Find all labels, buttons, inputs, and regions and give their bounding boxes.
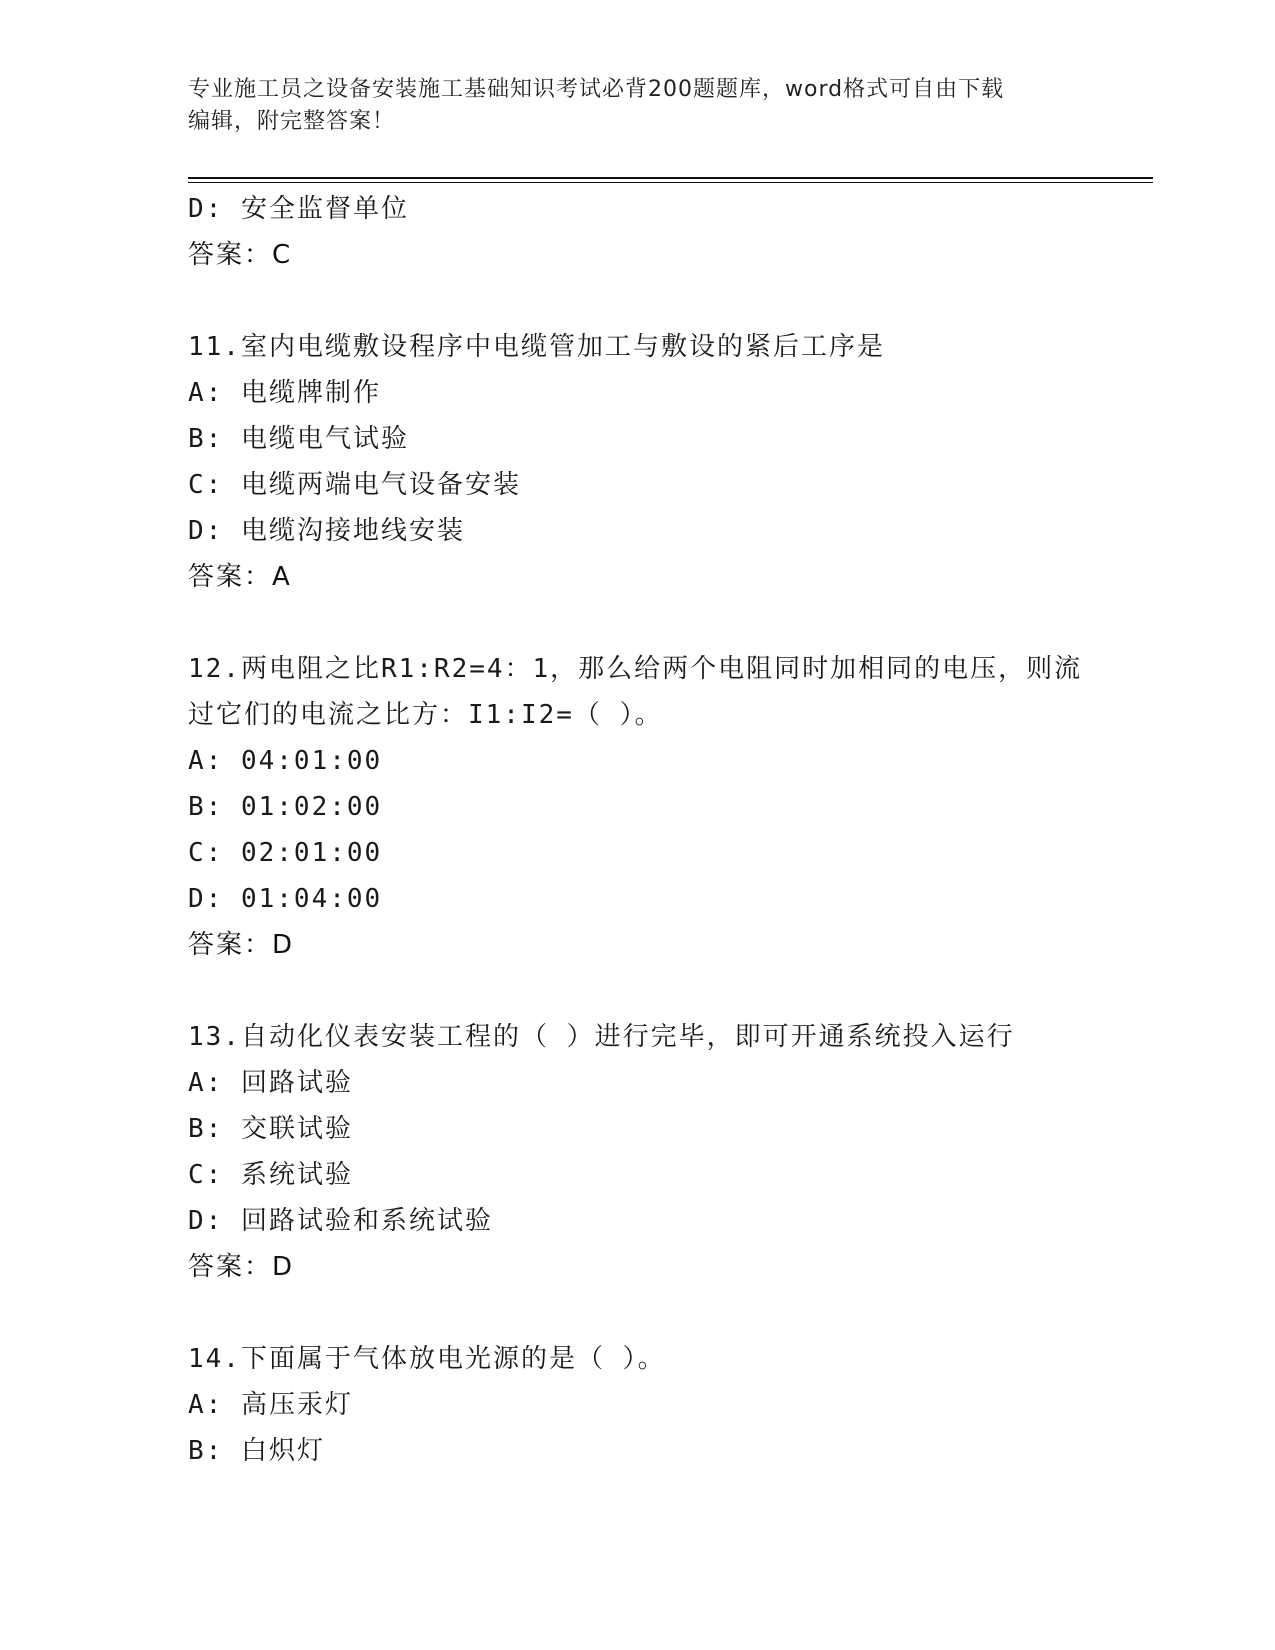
page-header xyxy=(188,74,1088,138)
question-stem: 13.自动化仪表安装工程的（ ）进行完毕，即可开通系统投入运行 xyxy=(188,1022,1015,1052)
question-13 xyxy=(188,1014,1088,1290)
header-divider-thin xyxy=(188,182,1153,183)
option-c: C: 02:01:00 xyxy=(188,838,383,868)
option-d: D: 回路试验和系统试验 xyxy=(188,1206,493,1236)
answer-line: 答案：A xyxy=(188,562,292,592)
answer-line: 答案：D xyxy=(188,930,295,960)
question-stem: 11.室内电缆敷设程序中电缆管加工与敷设的紧后工序是 xyxy=(188,332,885,362)
question-stem-line-1: 12.两电阻之比R1:R2=4：1，那么给两个电阻同时加相同的电压，则流 xyxy=(188,654,1083,684)
option-b: B: 01:02:00 xyxy=(188,792,383,822)
option-a: A: 回路试验 xyxy=(188,1068,353,1098)
question-stem: 14.下面属于气体放电光源的是（ ）。 xyxy=(188,1344,666,1374)
option-d: D: 01:04:00 xyxy=(188,884,383,914)
option-a: A: 电缆牌制作 xyxy=(188,378,381,408)
option-b: B: 白炽灯 xyxy=(188,1436,325,1466)
question-11 xyxy=(188,324,1088,600)
option-b: B: 电缆电气试验 xyxy=(188,424,409,454)
header-divider-thick xyxy=(188,177,1153,179)
option-a: A: 高压汞灯 xyxy=(188,1390,353,1420)
option-d: D: 安全监督单位 xyxy=(188,194,409,224)
option-c: C: 系统试验 xyxy=(188,1160,353,1190)
question-12 xyxy=(188,646,1088,968)
question-10-tail xyxy=(188,186,1088,278)
question-list xyxy=(188,186,1088,1474)
option-c: C: 电缆两端电气设备安装 xyxy=(188,470,521,500)
question-stem-line-2: 过它们的电流之比方：I1:I2=（ ）。 xyxy=(188,700,663,730)
answer-line: 答案：C xyxy=(188,240,293,270)
header-line-2: 编辑，附完整答案！ xyxy=(188,109,396,134)
option-b: B: 交联试验 xyxy=(188,1114,353,1144)
option-a: A: 04:01:00 xyxy=(188,746,383,776)
header-line-1: 专业施工员之设备安装施工基础知识考试必背200题题库，word格式可自由下载 xyxy=(188,77,1005,102)
option-d: D: 电缆沟接地线安装 xyxy=(188,516,465,546)
answer-line: 答案：D xyxy=(188,1252,295,1282)
question-14 xyxy=(188,1336,1088,1474)
